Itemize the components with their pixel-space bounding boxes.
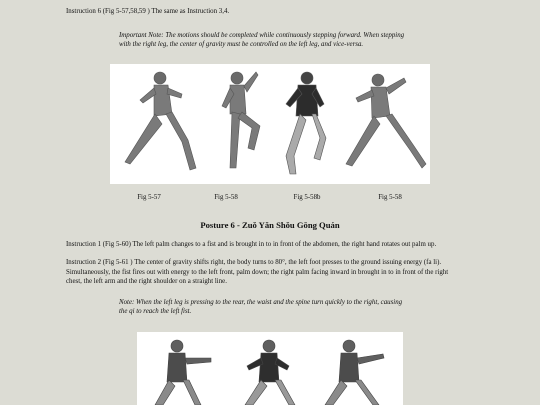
- important-note: [119, 31, 404, 50]
- instruction-6-text: Instruction 6 (Fig 5-57,58,59 ) The same as Instruction 3,4.: [66, 8, 230, 15]
- note-2-line-2: the qi to reach the left fist.: [119, 308, 192, 316]
- instruction-2-line-1: Instruction 2 (Fig 5-61 ) The center of gravity shifts right, the body turns to 80°, the left foot presses to the ground issuing energy (fa li).: [66, 259, 442, 266]
- figure-5-60-silhouette: [155, 340, 211, 405]
- figure-5-58b-silhouette: [286, 72, 326, 174]
- figure-photo-strip-top: [110, 64, 430, 184]
- caption-fig-5-57: Fig 5-57: [137, 194, 161, 201]
- figure-5-58-silhouette: [222, 72, 260, 168]
- caption-fig-5-58-second: Fig 5-58: [378, 194, 402, 201]
- note-2-line-1: Note: When the left leg is pressing to the rear, the waist and the spine turn quickly to the right, causing: [119, 299, 403, 306]
- figure-5-61-silhouette: [245, 340, 295, 405]
- instruction-2-line-3: chest, the left arm and the right shoulder on a straight line.: [66, 278, 227, 286]
- caption-fig-5-58b: Fig 5-58b: [293, 194, 321, 201]
- figure-photo-strip-bottom: [137, 332, 403, 405]
- note-2: [119, 298, 402, 317]
- instruction-1-text: Instruction 1 (Fig 5-60) The left palm changes to a fist and is brought in to in front of the abdomen, the right hand rotates out palm up.: [66, 241, 437, 248]
- figure-5-57-silhouette: [125, 72, 196, 170]
- important-note-line-2: with the right leg, the center of gravity must be controlled on the left leg, and vice-versa.: [119, 41, 364, 49]
- instruction-2-text: [66, 258, 448, 287]
- caption-fig-5-58: Fig 5-58: [214, 194, 238, 201]
- figure-5-58-second-silhouette: [346, 74, 426, 168]
- posture-title: Posture 6 - Zuǒ Yǎn Shǒu Gōng Quán: [200, 220, 340, 230]
- important-note-line-1: Important Note: The motions should be completed while continuously stepping forward. When stepping: [119, 32, 405, 39]
- instruction-2-line-2: Simultaneously, the fist fires out with energy to the left front, palm down; the right palm facing inward in brought in to in front of the right: [66, 268, 449, 276]
- figure-5-62-silhouette: [325, 340, 384, 405]
